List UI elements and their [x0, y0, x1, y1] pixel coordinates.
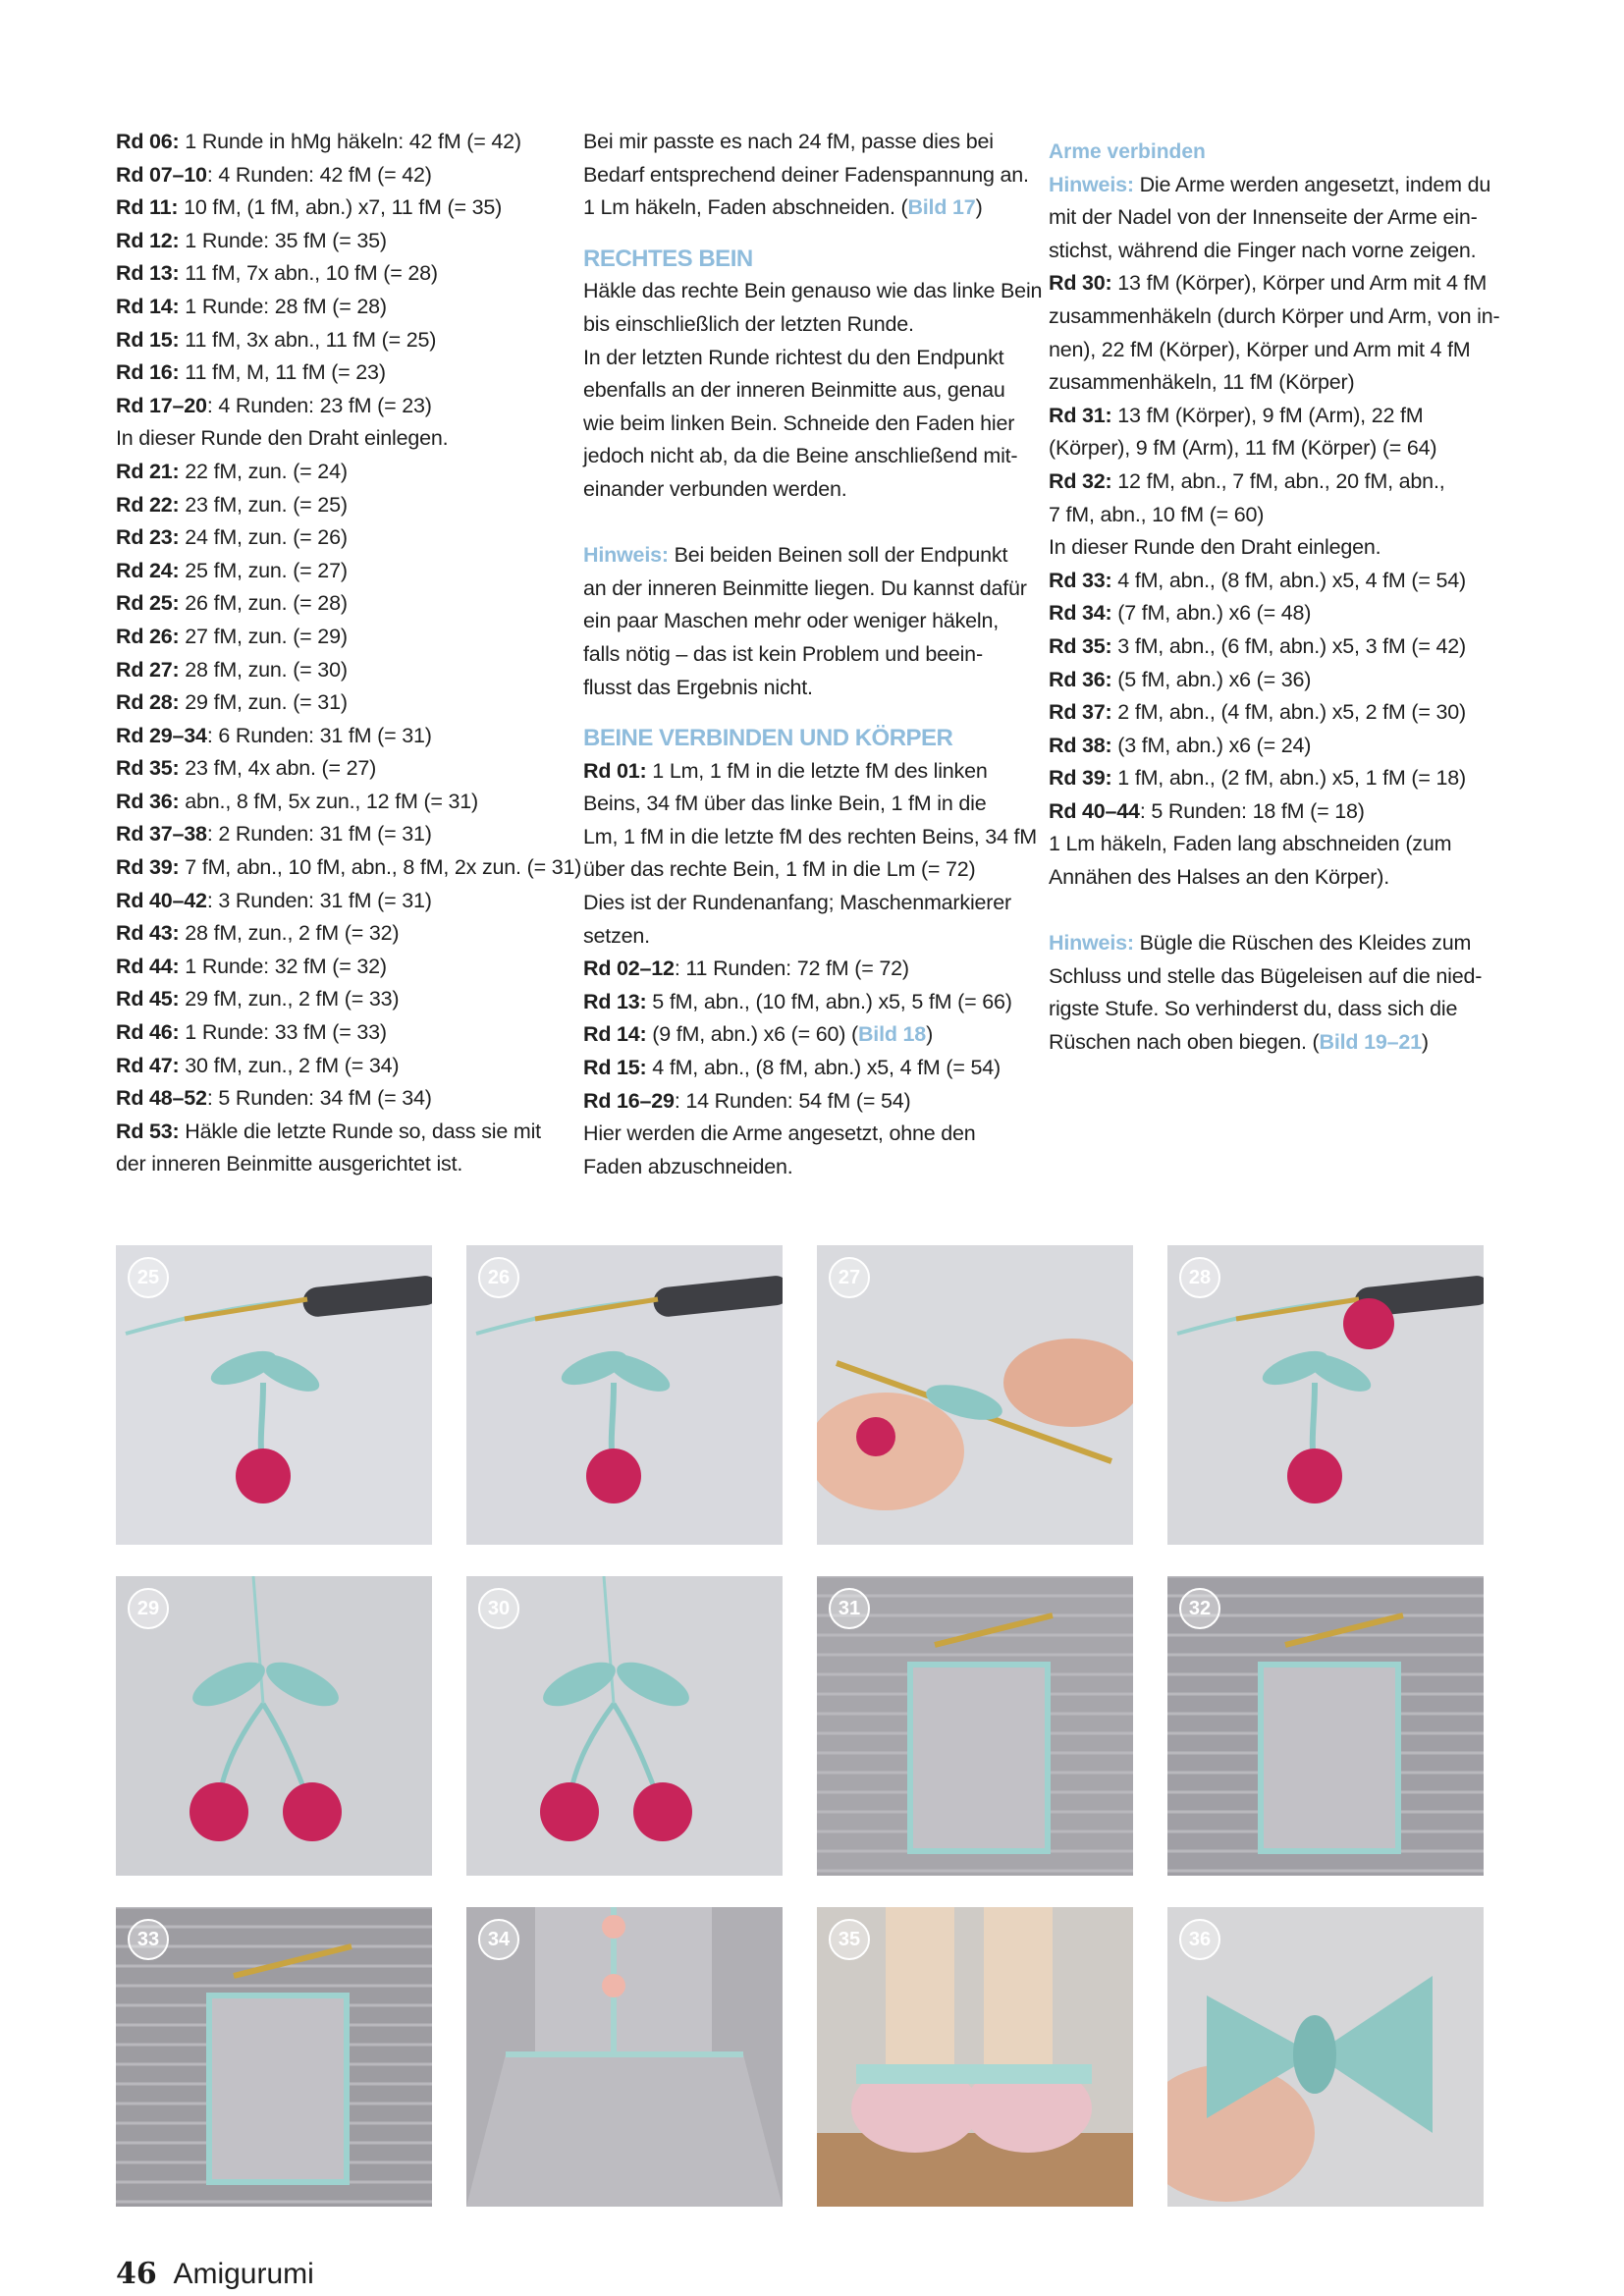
round-text: : 6 Runden: 31 fM (= 31)	[206, 723, 432, 747]
section-heading: RECHTES BEIN	[583, 245, 753, 272]
round-text: Beins, 34 fM über das linke Bein, 1 fM in die	[583, 792, 987, 816]
hook-handle	[301, 1275, 432, 1318]
round-text: 4 fM, abn., (8 fM, abn.) x5, 4 fM (= 54)	[1111, 568, 1466, 592]
round-text: 10 fM, (1 fM, abn.) x7, 11 fM (= 35)	[178, 195, 503, 220]
round-label: Rd 35:	[116, 756, 180, 781]
round-label: Rd 36:	[116, 789, 180, 813]
instruction-line	[116, 159, 538, 192]
round-label: Rd 53:	[116, 1119, 180, 1143]
instruction-line	[116, 1148, 538, 1181]
leaf	[187, 1654, 271, 1716]
instruction-line	[116, 291, 538, 324]
round-label: Rd 15:	[583, 1056, 647, 1080]
round-label: Rd 36:	[1049, 667, 1112, 691]
round-text: 11 fM, 3x abn., 11 fM (= 25)	[179, 327, 437, 352]
round-text: 1 Lm, 1 fM in die letzte fM des linken	[646, 758, 988, 783]
instruction-line	[116, 521, 538, 555]
round-text: (7 fM, abn.) x6 (= 48)	[1111, 601, 1312, 626]
instruction-line	[583, 1118, 1025, 1151]
instruction-line	[116, 324, 538, 357]
round-label: Rd 39:	[1049, 766, 1112, 791]
round-label: Rd 32:	[1049, 468, 1112, 493]
round-text: In dieser Runde den Draht einlegen.	[1049, 535, 1381, 560]
round-label: Rd 23:	[116, 525, 180, 550]
round-label: Rd 35:	[1049, 633, 1112, 658]
round-label: Rd 40–42	[116, 888, 207, 912]
round-text: 1 Runde: 35 fM (= 35)	[179, 228, 387, 252]
step-photo	[817, 1245, 1133, 1545]
instruction-line	[116, 456, 538, 489]
round-label: Rd 38:	[1049, 733, 1112, 757]
step-photo	[466, 1245, 783, 1545]
note-label: Hinweis:	[1049, 931, 1134, 956]
instruction-line	[1049, 664, 1490, 697]
instruction-line	[1049, 400, 1490, 433]
note-label: Hinweis:	[583, 543, 669, 568]
button	[602, 1974, 625, 1997]
cherry	[586, 1449, 641, 1503]
wood-surface	[817, 2133, 1133, 2207]
instruction-line	[116, 257, 538, 291]
round-label: Rd 25:	[116, 591, 180, 616]
instruction-line	[1049, 762, 1490, 795]
step-photo	[817, 1576, 1133, 1876]
instruction-line	[583, 755, 1025, 789]
subsection-heading: Arme verbinden	[1049, 140, 1206, 163]
round-text: abn., 8 fM, 5x zun., 12 fM (= 31)	[179, 789, 479, 813]
round-label: Rd 11:	[116, 195, 179, 220]
hook-shaft	[234, 1946, 352, 1976]
cherry	[633, 1782, 692, 1841]
cherry	[1287, 1449, 1342, 1503]
photo-number-badge: 32	[1179, 1588, 1220, 1629]
round-text: Häkle die letzte Runde so, dass sie mit	[179, 1119, 541, 1143]
round-label: Rd 33:	[1049, 568, 1112, 592]
round-text: Rüschen nach oben biegen. (	[1049, 1030, 1320, 1055]
hand	[1003, 1339, 1133, 1427]
instruction-line	[1049, 465, 1490, 499]
spacer	[583, 507, 1025, 540]
round-text: : 3 Runden: 31 fM (= 31)	[206, 888, 432, 912]
round-text: 29 fM, zun., 2 fM (= 33)	[179, 987, 400, 1011]
figure-ref: Bild 17	[907, 195, 976, 220]
round-label: Rd 06:	[116, 130, 180, 153]
instruction-line	[583, 1018, 1025, 1052]
round-text: Lm, 1 fM in die letzte fM des rechten Beins, 34 fM	[583, 824, 1038, 848]
round-text: : 11 Runden: 72 fM (= 72)	[674, 957, 909, 981]
round-text: : 4 Runden: 42 fM (= 42)	[206, 162, 432, 187]
round-text: 2 fM, abn., (4 fM, abn.) x5, 2 fM (= 30)	[1111, 700, 1466, 725]
instruction-line	[116, 390, 538, 423]
round-label: Rd 27:	[116, 657, 180, 682]
dress-skirt	[466, 2054, 783, 2207]
round-text: Faden abzuschneiden.	[583, 1154, 793, 1178]
round-text: 22 fM, zun. (= 24)	[179, 459, 348, 483]
round-text: 11 fM, M, 11 fM (= 23)	[179, 360, 386, 385]
round-label: Rd 40–44	[1049, 798, 1140, 823]
cherry	[856, 1417, 895, 1456]
photo-number-badge: 30	[478, 1588, 519, 1629]
leaf	[611, 1654, 695, 1716]
text-line: Bedarf entsprechend deiner Fadenspannung an.	[583, 162, 1029, 187]
round-text: 5 fM, abn., (10 fM, abn.) x5, 5 fM (= 66)	[646, 989, 1012, 1013]
magazine-title: Amigurumi	[173, 2258, 314, 2290]
page-number: 46	[116, 2257, 157, 2291]
round-label: Rd 17–20	[116, 393, 207, 417]
note-text: Bei beiden Beinen soll der Endpunkt	[668, 543, 1008, 568]
column-left	[116, 126, 582, 1181]
round-text: 11 fM, 7x abn., 10 fM (= 28)	[179, 261, 438, 286]
round-text: 1 Lm häkeln, Faden lang abschneiden (zum	[1049, 832, 1452, 856]
instruction-line	[1049, 696, 1490, 730]
text-line: bis einschließlich der letzten Runde.	[583, 311, 914, 336]
text-line: stichst, während die Finger nach vorne zeigen.	[1049, 238, 1477, 262]
figure-ref: Bild 19–21	[1319, 1030, 1422, 1055]
instruction-line	[583, 1052, 1025, 1085]
round-label: Rd 29–34	[116, 723, 207, 747]
hook-handle	[652, 1275, 783, 1318]
instruction-line	[116, 752, 538, 786]
step-photo	[817, 1907, 1133, 2207]
hook-shaft	[185, 1299, 307, 1319]
round-text: : 2 Runden: 31 fM (= 31)	[206, 822, 432, 847]
instruction-line	[583, 1085, 1025, 1119]
round-text: 27 fM, zun. (= 29)	[179, 624, 348, 648]
instruction-line	[116, 191, 538, 225]
round-label: Rd 01:	[583, 758, 647, 783]
step-photo	[1167, 1907, 1484, 2207]
text-line: flusst das Ergebnis nicht.	[583, 675, 813, 699]
button	[602, 1915, 625, 1939]
round-text: )	[1421, 1030, 1429, 1055]
yarn-strand	[476, 1299, 682, 1334]
instruction-line	[1049, 730, 1490, 763]
page-footer	[116, 2257, 314, 2291]
instruction-line	[116, 983, 538, 1016]
step-photo	[1167, 1245, 1484, 1545]
round-text: (3 fM, abn.) x6 (= 24)	[1111, 733, 1312, 757]
round-label: Rd 13:	[116, 261, 180, 286]
leaf	[260, 1654, 345, 1716]
round-text: Hier werden die Arme angesetzt, ohne den	[583, 1121, 976, 1146]
text-line: jedoch nicht ab, da die Beine anschließend mit-	[583, 444, 1018, 468]
instruction-line	[116, 225, 538, 258]
instruction-line	[116, 1116, 541, 1149]
doll-leg	[886, 1907, 954, 2074]
round-label: Rd 22:	[116, 492, 180, 517]
round-label: Rd 15:	[116, 327, 180, 352]
doll-leg	[984, 1907, 1053, 2074]
round-text: über das rechte Bein, 1 fM in die Lm (= 72)	[583, 857, 976, 882]
instruction-line	[1049, 828, 1490, 861]
round-text: der inneren Beinmitte ausgerichtet ist.	[116, 1152, 463, 1176]
cherry	[1343, 1298, 1394, 1349]
round-text: (9 fM, abn.) x6 (= 60) (	[646, 1022, 858, 1047]
round-text: nen), 22 fM (Körper), Körper und Arm mit 4 fM	[1049, 337, 1471, 361]
text-line: Häkle das rechte Bein genauso wie das linke Bein	[583, 279, 1043, 303]
round-label: Rd 21:	[116, 459, 180, 483]
round-label: Rd 30:	[1049, 271, 1112, 296]
instruction-line	[1049, 499, 1490, 532]
cherry	[189, 1782, 248, 1841]
column-middle	[583, 126, 1043, 1183]
step-photo	[1167, 1576, 1484, 1876]
round-text: setzen.	[583, 923, 650, 948]
note-line	[583, 539, 1025, 573]
round-label: Rd 39:	[116, 855, 180, 880]
text-line: Schluss und stelle das Bügeleisen auf die nied-	[1049, 963, 1483, 988]
step-photo	[116, 1576, 432, 1876]
instruction-line	[116, 951, 538, 984]
instruction-line	[116, 489, 538, 522]
instruction-line	[1049, 301, 1500, 334]
step-photo	[116, 1245, 432, 1545]
hook-shaft	[1285, 1615, 1403, 1645]
round-label: Rd 02–12	[583, 957, 675, 981]
round-text: 30 fM, zun., 2 fM (= 34)	[179, 1053, 400, 1077]
round-text: 1 Runde in hMg häkeln: 42 fM (= 42)	[179, 130, 521, 153]
round-label: Rd 12:	[116, 228, 180, 252]
note-line	[1049, 169, 1490, 202]
round-text: 1 Runde: 33 fM (= 33)	[179, 1020, 387, 1045]
photo-number-badge: 31	[829, 1588, 870, 1629]
instruction-line	[583, 887, 1025, 920]
round-label: Rd 48–52	[116, 1086, 207, 1111]
round-text: 13 fM (Körper), 9 fM (Arm), 22 fM	[1111, 403, 1424, 427]
round-text: 29 fM, zun. (= 31)	[179, 690, 348, 715]
photo-number-badge: 28	[1179, 1257, 1220, 1298]
round-text: )	[926, 1022, 934, 1047]
instruction-line	[1049, 366, 1490, 400]
instruction-line	[116, 422, 538, 456]
text-line: falls nötig – das ist kein Problem und beein-	[583, 641, 983, 666]
round-label: Rd 34:	[1049, 601, 1112, 626]
photo-number-badge: 33	[128, 1919, 169, 1960]
knit-panel	[209, 1995, 347, 2182]
round-text: 26 fM, zun. (= 28)	[179, 591, 348, 616]
round-text: zusammenhäkeln, 11 fM (Körper)	[1049, 370, 1355, 395]
instruction-line	[116, 1016, 538, 1050]
instruction-line	[1049, 861, 1490, 895]
round-text: 1 Runde: 32 fM (= 32)	[179, 954, 387, 978]
round-label: Rd 37:	[1049, 700, 1112, 725]
round-text: 1 Lm häkeln, Faden abschneiden. (	[583, 195, 908, 220]
round-label: Rd 26:	[116, 624, 180, 648]
round-label: Rd 14:	[116, 294, 180, 318]
instruction-line	[116, 356, 538, 390]
round-text: 7 fM, abn., 10 fM, abn., 8 fM, 2x zun. (= 31)	[179, 855, 582, 880]
round-text: Annähen des Halses an den Körper).	[1049, 865, 1389, 890]
photo-number-badge: 25	[128, 1257, 169, 1298]
round-text: 23 fM, 4x abn. (= 27)	[179, 756, 377, 781]
round-label: Rd 37–38	[116, 822, 207, 847]
round-text: (5 fM, abn.) x6 (= 36)	[1111, 667, 1312, 691]
instruction-line	[1049, 432, 1490, 465]
yarn-strand	[126, 1299, 332, 1334]
text-line: an der inneren Beinmitte liegen. Du kannst dafür	[583, 575, 1027, 600]
instruction-line	[583, 788, 1025, 821]
instruction-line	[583, 821, 1038, 854]
photo-number-badge: 35	[829, 1919, 870, 1960]
round-text: : 5 Runden: 34 fM (= 34)	[206, 1086, 432, 1111]
round-text: 28 fM, zun. (= 30)	[179, 657, 348, 682]
cherry	[283, 1782, 342, 1841]
cherry	[540, 1782, 599, 1841]
round-label: Rd 47:	[116, 1053, 180, 1077]
text-line: ein paar Maschen mehr oder weniger häkeln,	[583, 609, 1000, 633]
round-label: Rd 45:	[116, 987, 180, 1011]
instruction-line	[1049, 795, 1490, 829]
round-text: 24 fM, zun. (= 26)	[179, 525, 348, 550]
instruction-line	[116, 885, 538, 918]
instruction-line	[116, 818, 538, 851]
instruction-line	[116, 786, 538, 819]
instruction-line	[116, 720, 538, 753]
figure-ref: Bild 18	[857, 1022, 927, 1047]
spacer	[1049, 895, 1490, 928]
instruction-line	[116, 126, 538, 159]
section-heading: BEINE VERBINDEN UND KÖRPER	[583, 725, 953, 752]
instruction-line	[1049, 1026, 1490, 1060]
round-label: Rd 13:	[583, 989, 647, 1013]
instruction-line	[116, 621, 538, 654]
round-text: 12 fM, abn., 7 fM, abn., 20 fM, abn.,	[1111, 468, 1445, 493]
step-photo	[116, 1907, 432, 2207]
round-text: )	[975, 195, 983, 220]
instruction-line	[583, 920, 1025, 954]
note-text: Die Arme werden angesetzt, indem du	[1133, 172, 1491, 196]
round-label: Rd 44:	[116, 954, 180, 978]
instruction-line	[116, 654, 538, 687]
text-line: ebenfalls an der inneren Beinmitte aus, genau	[583, 378, 1005, 403]
note-label: Hinweis:	[1049, 172, 1134, 196]
round-text: Dies ist der Rundenanfang; Maschenmarkierer	[583, 891, 1011, 915]
photo-number-badge: 27	[829, 1257, 870, 1298]
round-label: Rd 46:	[116, 1020, 180, 1045]
instruction-line	[1049, 630, 1490, 664]
instruction-line	[1049, 334, 1490, 367]
round-text: 7 fM, abn., 10 fM (= 60)	[1049, 502, 1265, 526]
round-text: 25 fM, zun. (= 27)	[179, 558, 348, 582]
text-line: wie beim linken Bein. Schneide den Faden hier	[583, 410, 1015, 435]
text-line: Bei mir passte es nach 24 fM, passe dies bei	[583, 130, 994, 153]
round-label: Rd 43:	[116, 921, 180, 946]
instruction-line	[1049, 267, 1490, 301]
note-text: Bügle die Rüschen des Kleides zum	[1133, 931, 1472, 956]
photo-number-badge: 29	[128, 1588, 169, 1629]
round-text: zusammenhäkeln (durch Körper und Arm, von in-	[1049, 303, 1500, 328]
round-text: 4 fM, abn., (8 fM, abn.) x5, 4 fM (= 54)	[646, 1056, 1001, 1080]
stem	[569, 1704, 658, 1797]
stem	[219, 1704, 307, 1797]
photo-number-badge: 34	[478, 1919, 519, 1960]
round-text: 3 fM, abn., (6 fM, abn.) x5, 3 fM (= 42)	[1111, 633, 1466, 658]
round-text: 1 Runde: 28 fM (= 28)	[179, 294, 387, 318]
round-text: 28 fM, zun., 2 fM (= 32)	[179, 921, 400, 946]
round-label: Rd 28:	[116, 690, 180, 715]
column-right	[1049, 126, 1500, 1060]
photo-number-badge: 36	[1179, 1919, 1220, 1960]
text-line: rigste Stufe. So verhinderst du, dass sich die	[1049, 997, 1458, 1021]
instruction-line	[116, 555, 538, 588]
knit-panel	[1261, 1665, 1398, 1851]
round-label: Rd 07–10	[116, 162, 207, 187]
round-text: 23 fM, zun. (= 25)	[179, 492, 348, 517]
instruction-line	[116, 1082, 538, 1116]
hook-shaft	[1236, 1299, 1359, 1319]
bow-center	[1293, 2015, 1336, 2094]
shoe-strap	[969, 2064, 1092, 2084]
instruction-line	[116, 686, 538, 720]
text-line: einander verbunden werden.	[583, 476, 847, 501]
shoe-strap	[856, 2064, 979, 2084]
round-label: Rd 16–29	[583, 1088, 675, 1113]
round-text: In dieser Runde den Draht einlegen.	[116, 426, 449, 451]
round-label: Rd 31:	[1049, 403, 1112, 427]
instruction-line	[116, 917, 538, 951]
step-photo	[466, 1907, 783, 2207]
instruction-line	[116, 587, 538, 621]
leaf	[537, 1654, 622, 1716]
instruction-line	[583, 191, 1025, 225]
instruction-line	[583, 986, 1025, 1019]
photo-number-badge: 26	[478, 1257, 519, 1298]
round-label: Rd 14:	[583, 1022, 647, 1047]
instruction-line	[1049, 565, 1490, 598]
round-text: (Körper), 9 fM (Arm), 11 fM (Körper) (= 64)	[1049, 436, 1437, 461]
text-line: mit der Nadel von der Innenseite der Arme ein-	[1049, 205, 1478, 230]
hand	[817, 1393, 964, 1510]
round-text: 13 fM (Körper), Körper und Arm mit 4 fM	[1111, 271, 1488, 296]
round-text: : 4 Runden: 23 fM (= 23)	[206, 393, 432, 417]
instruction-line	[583, 1151, 1025, 1184]
round-label: Rd 24:	[116, 558, 180, 582]
knit-panel	[910, 1665, 1048, 1851]
round-text: 1 fM, abn., (2 fM, abn.) x5, 1 fM (= 18)	[1111, 766, 1466, 791]
hook-shaft	[535, 1299, 658, 1319]
round-text: : 5 Runden: 18 fM (= 18)	[1139, 798, 1365, 823]
step-photo	[466, 1576, 783, 1876]
instruction-line	[583, 853, 1025, 887]
instruction-line	[1049, 597, 1490, 630]
instruction-line	[583, 953, 1025, 986]
instruction-line	[116, 1050, 538, 1083]
round-label: Rd 16:	[116, 360, 180, 385]
note-line	[1049, 927, 1490, 960]
instruction-line	[116, 851, 582, 885]
instruction-line	[1049, 531, 1490, 565]
text-line: In der letzten Runde richtest du den Endpunkt	[583, 345, 1004, 369]
round-text: : 14 Runden: 54 fM (= 54)	[674, 1088, 911, 1113]
cherry	[236, 1449, 291, 1503]
hook-shaft	[935, 1615, 1053, 1645]
